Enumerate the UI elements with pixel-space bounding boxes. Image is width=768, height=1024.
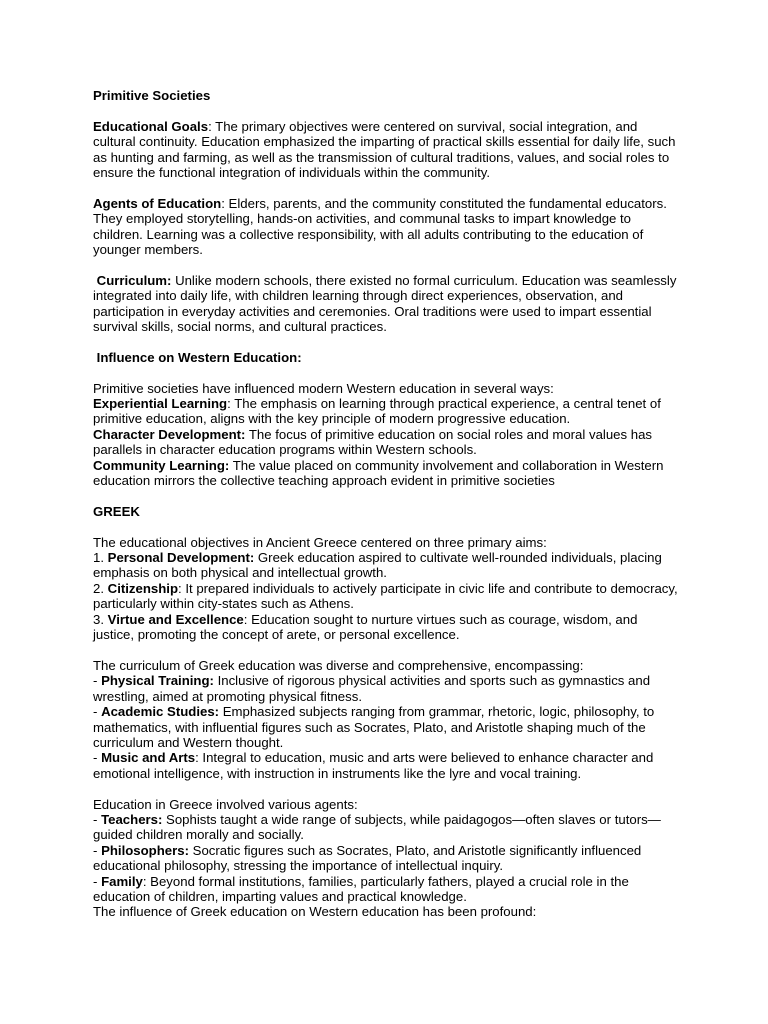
text-greek-curriculum-intro: The curriculum of Greek education was diverse and comprehensive, encompassing: [93,657,584,673]
list-marker: - [93,811,102,827]
list-marker: 2. [93,580,108,596]
list-item-family [93,874,678,905]
list-marker: - [93,704,102,720]
text-greek-influence: The influence of Greek education on Western education has been profound: [93,904,537,920]
text-family: : Beyond formal institutions, families, particularly fathers, played a crucial role in the education of children, imparting values and practical knowledge. [93,873,629,904]
term-family: Family [101,873,143,889]
text-educational-goals: : The primary objectives were centered on survival, social integration, and cultural continuity. Education emphasized the imparting of practical skills essential for daily life, such as hunting and farming, as well as the transmission of cultural traditions, values, and social roles to ensure the functional integration of individuals within the community. [93,118,676,181]
list-marker: - [93,873,102,889]
text-teachers: Sophists taught a wide range of subjects, while paidagogos—often slaves or tutors—guided children morally and socially. [93,811,661,843]
text-greek-objectives-intro: The educational objectives in Ancient Greece centered on three primary aims: [93,534,547,550]
term-influence-western: Influence on Western Education: [96,349,302,365]
paragraph-community-learning [93,458,678,489]
list-item-teachers [93,812,678,843]
term-academic-studies: Academic Studies: [101,704,220,720]
term-music-arts: Music and Arts [101,750,196,766]
list-item-virtue-excellence [93,612,678,643]
text-physical-training: Inclusive of rigorous physical activities and sports such as gymnastics and wrestling, aimed at promoting physical fitness. [93,673,651,704]
term-philosophers: Philosophers: [101,842,189,858]
section-title-greek: GREEK [93,503,140,519]
list-item-academic-studies [93,704,678,750]
paragraph-curriculum [93,273,678,335]
text-academic-studies: Emphasized subjects ranging from grammar, rhetoric, logic, philosophy, to mathematics, with influential figures such as Socrates, Plato, and Aristotle shaping much of the curriculum and Western thought. [93,704,655,750]
list-item-citizenship [93,581,678,612]
term-curriculum: Curriculum: [96,272,172,288]
text-curriculum: Unlike modern schools, there existed no formal curriculum. Education was seamlessly integrated into daily life, with children learning through direct experiences, observation, and participation in everyday activities and ceremonies. Oral traditions were used to impart essential survival skills, social norms, and cultural practices. [93,272,677,335]
list-item-personal-development [93,550,678,581]
term-experiential-learning: Experiential Learning [93,396,228,412]
term-virtue-excellence: Virtue and Excellence [107,611,244,627]
paragraph-character-development [93,427,678,458]
paragraph-agents-of-education [93,196,678,258]
section-title-primitive: Primitive Societies [93,88,211,103]
term-personal-development: Personal Development: [107,550,255,566]
text-virtue-excellence: : Education sought to nurture virtues such as courage, wisdom, and justice, promoting the concept of arete, or personal excellence. [93,611,638,643]
term-teachers: Teachers: [101,811,163,827]
list-marker: - [93,750,102,766]
list-marker: 1. [93,550,108,566]
list-item-physical-training [93,673,678,704]
text-agents-of-education: : Elders, parents, and the community constituted the fundamental educators. They employed storytelling, hands-on activities, and communal tasks to impart knowledge to children. Learning was a collective responsibility, with all adults contributing to the education of younger members. [93,195,667,258]
term-educational-goals: Educational Goals [93,118,209,134]
text-influence-intro: Primitive societies have influenced modern Western education in several ways: [93,380,554,396]
heading-influence-western [93,350,678,365]
text-philosophers: Socratic figures such as Socrates, Plato, and Aristotle significantly influenced educational philosophy, stressing the importance of intellectual inquiry. [93,842,642,874]
term-character-development: Character Development: [93,426,246,442]
term-agents-of-education: Agents of Education [93,195,222,211]
paragraph-experiential-learning [93,396,678,427]
term-citizenship: Citizenship [107,580,179,596]
term-community-learning: Community Learning: [93,457,230,473]
paragraph-educational-goals [93,119,678,181]
list-item-philosophers [93,843,678,874]
text-citizenship: : It prepared individuals to actively participate in civic life and contribute to democracy, particularly within city-states such as Athens. [93,580,678,612]
term-physical-training: Physical Training: [101,673,214,689]
list-marker: - [93,842,102,858]
text-greek-agents-intro: Education in Greece involved various agents: [93,796,358,812]
list-marker: 3. [93,611,108,627]
text-community-learning: The value placed on community involvement and collaboration in Western education mirrors the collective teaching approach evident in primitive societies [93,457,664,489]
text-music-arts: : Integral to education, music and arts were believed to enhance character and emotional intelligence, with instruction in instruments like the lyre and vocal training. [93,750,654,781]
list-marker: - [93,673,102,689]
list-item-music-arts [93,750,678,781]
text-experiential-learning: : The emphasis on learning through practical experience, a central tenet of primitive education, aligns with the key principle of modern progressive education. [93,396,661,427]
text-character-development: The focus of primitive education on social roles and moral values has parallels in character education programs within Western schools. [93,426,653,458]
text-personal-development: Greek education aspired to cultivate well-rounded individuals, placing emphasis on both physical and intellectual growth. [93,550,662,581]
